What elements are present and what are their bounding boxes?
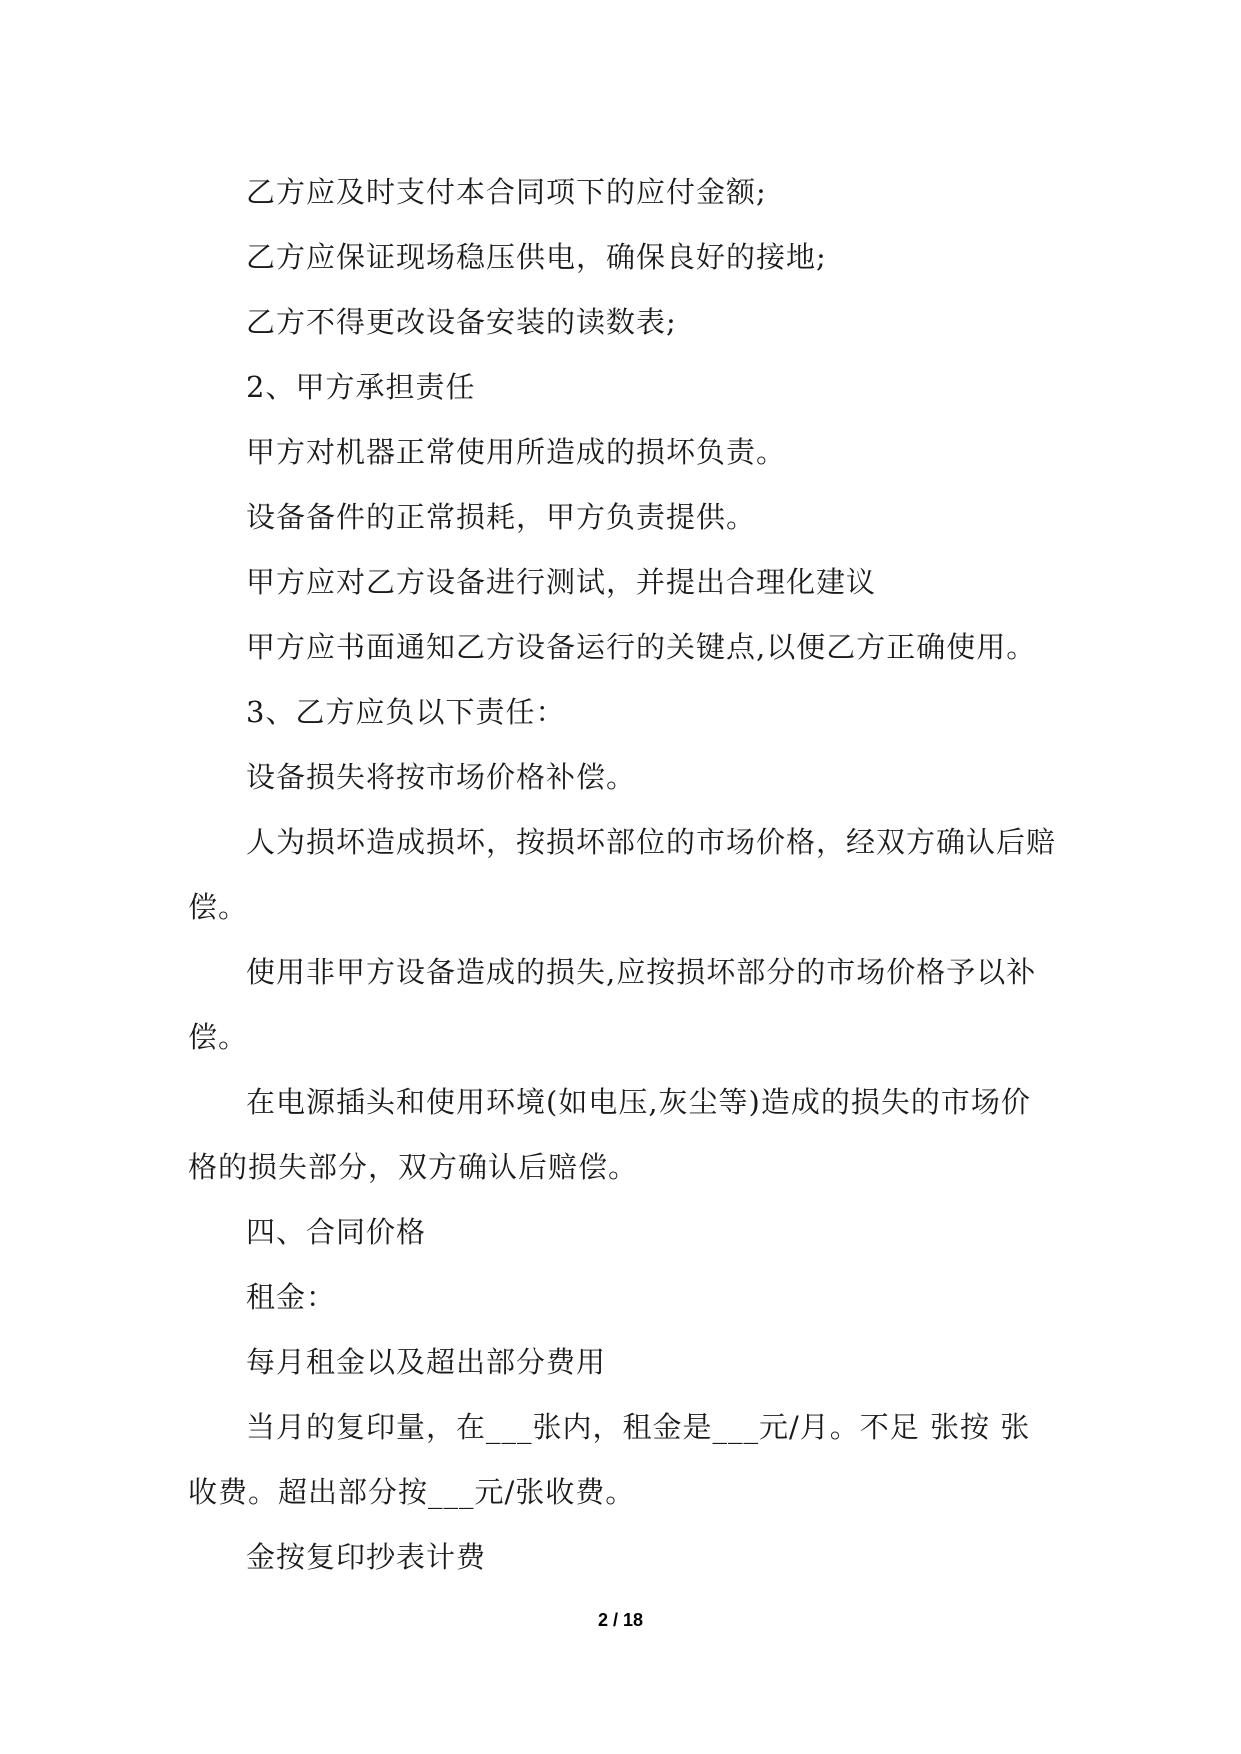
- paragraph: 甲方应书面通知乙方设备运行的关键点,以便乙方正确使用。: [246, 630, 1037, 664]
- paragraph: 乙方不得更改设备安装的读数表;: [246, 305, 677, 339]
- paragraph: 甲方应对乙方设备进行测试，并提出合理化建议: [246, 565, 877, 599]
- paragraph: 乙方应及时支付本合同项下的应付金额;: [246, 175, 767, 209]
- section-heading: 3、乙方应负以下责任：: [246, 695, 566, 729]
- paragraph: 设备备件的正常损耗，甲方负责提供。: [246, 500, 757, 534]
- paragraph: 设备损失将按市场价格补偿。: [246, 760, 637, 794]
- paragraph: 甲方对机器正常使用所造成的损坏负责。: [246, 435, 787, 469]
- paragraph: 金按复印抄表计费: [246, 1540, 487, 1574]
- section-heading: 2、甲方承担责任: [246, 370, 476, 404]
- paragraph: 当月的复印量，在___张内，租金是___元/月。不足 张按 张收费。超出部分按___元/张收费。: [188, 1410, 1031, 1509]
- paragraph: 租金：: [246, 1280, 337, 1314]
- paragraph: 每月租金以及超出部分费用: [246, 1345, 607, 1379]
- document-body: [188, 160, 1058, 1590]
- paragraph: 人为损坏造成损坏，按损坏部位的市场价格，经双方确认后赔偿。: [188, 825, 1057, 924]
- page-number: 2 / 18: [597, 1610, 644, 1630]
- paragraph: 乙方应保证现场稳压供电，确保良好的接地;: [246, 240, 827, 274]
- paragraph: 在电源插头和使用环境(如电压,灰尘等)造成的损失的市场价格的损失部分，双方确认后赔偿。: [188, 1085, 1031, 1184]
- section-heading: 四、合同价格: [246, 1215, 427, 1249]
- paragraph: 使用非甲方设备造成的损失,应按损坏部分的市场价格予以补偿。: [188, 955, 1037, 1054]
